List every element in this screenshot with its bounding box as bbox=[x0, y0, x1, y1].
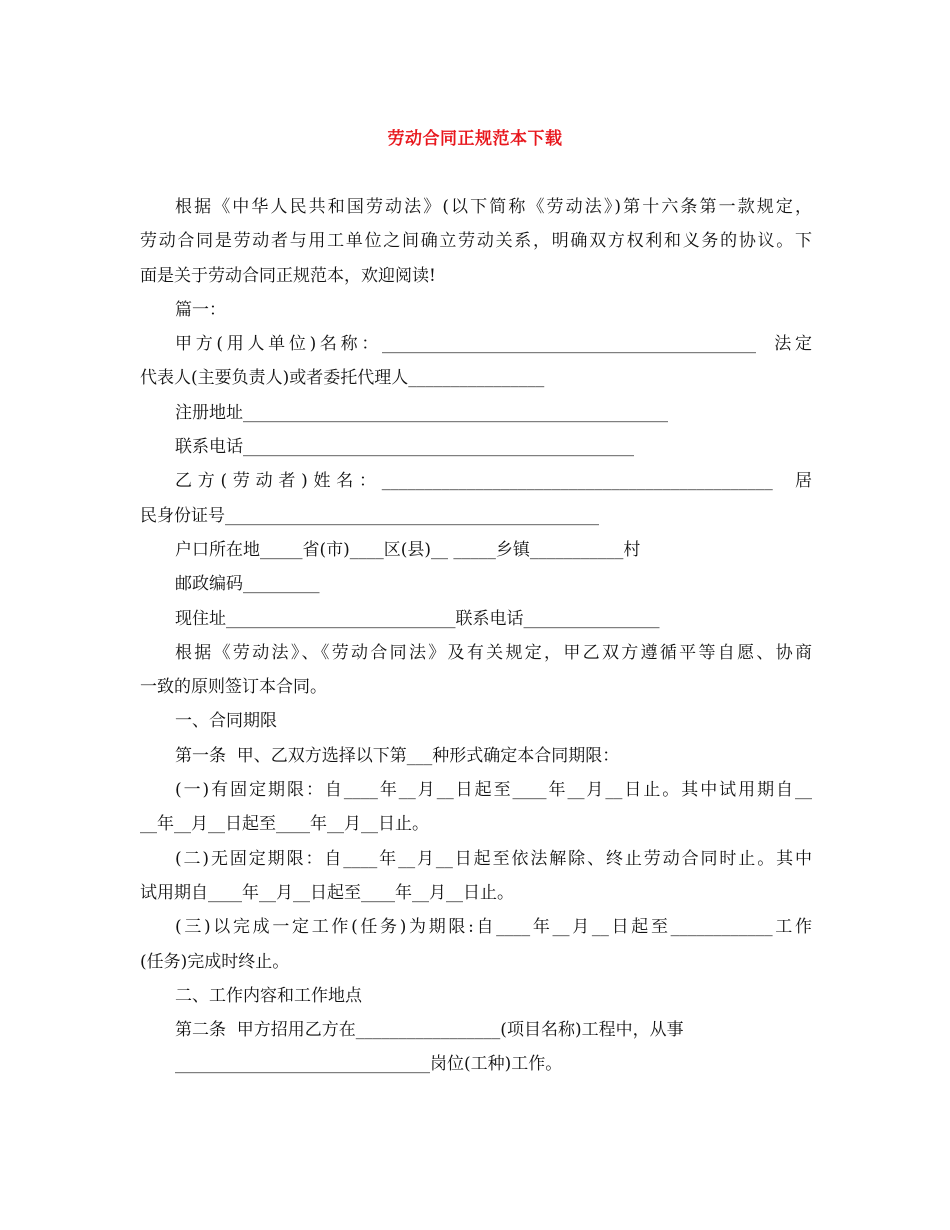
form-field-line: 邮政编码_________ bbox=[175, 574, 320, 595]
document-body bbox=[140, 190, 812, 1082]
clause-line: 试用期自____年__月__日起至____年__月__日止。 bbox=[140, 882, 514, 903]
clause-line: 第二条 甲方招用乙方在_________________(项目名称)工程中，从事 bbox=[175, 1020, 684, 1041]
clause-line: ______________________________岗位(工种)工作。 bbox=[175, 1054, 563, 1075]
clause-line: 第一条 甲、乙双方选择以下第___种形式确定本合同期限： bbox=[175, 745, 620, 766]
clause-line: (一)有固定期限：自____年__月__日起至____年__月__日止。其中试用期自__ bbox=[175, 780, 812, 801]
form-field-line: 代表人(主要负责人)或者委托代理人________________ bbox=[140, 368, 545, 389]
form-field-line: 注册地址__________________________________________________ bbox=[175, 402, 668, 423]
clause-line: (二)无固定期限：自____年__月__日起至依法解除、终止劳动合同时止。其中 bbox=[175, 848, 812, 869]
section-heading: 二、工作内容和工作地点 bbox=[175, 985, 362, 1006]
section-heading: 一、合同期限 bbox=[175, 711, 277, 732]
section-label: 篇一： bbox=[175, 299, 226, 320]
clause-line: (任务)完成时终止。 bbox=[140, 951, 290, 972]
clause-line: (三)以完成一定工作(任务)为期限:自____年__月__日起至____________工作 bbox=[175, 917, 812, 938]
form-field-line: 民身份证号____________________________________________ bbox=[140, 505, 599, 526]
body-line: 面是关于劳动合同正规范本，欢迎阅读! bbox=[140, 265, 436, 286]
clause-line: __年__月__日起至____年__月__日止。 bbox=[140, 814, 429, 835]
form-field-line: 甲方(用人单位)名称：____________________________________________ 法定 bbox=[175, 334, 812, 355]
body-line: 一致的原则签订本合同。 bbox=[140, 677, 327, 698]
form-field-line: 现住址___________________________联系电话________________ bbox=[175, 608, 660, 629]
body-line: 根据《劳动法》、《劳动合同法》及有关规定，甲乙双方遵循平等自愿、协商 bbox=[175, 642, 812, 663]
form-field-line: 联系电话______________________________________________ bbox=[175, 437, 634, 458]
body-line: 根据《中华人民共和国劳动法》(以下简称《劳动法》)第十六条第一款规定， bbox=[175, 197, 812, 217]
form-field-line: 户口所在地_____省(市)____区(县)__ _____乡镇___________村 bbox=[175, 539, 641, 560]
document-title: 劳动合同正规范本下载 bbox=[387, 129, 563, 149]
body-line: 劳动合同是劳动者与用工单位之间确立劳动关系，明确双方权利和义务的协议。下 bbox=[140, 231, 812, 252]
form-field-line: 乙方(劳动者)姓名：______________________________________________ 居 bbox=[175, 471, 812, 492]
